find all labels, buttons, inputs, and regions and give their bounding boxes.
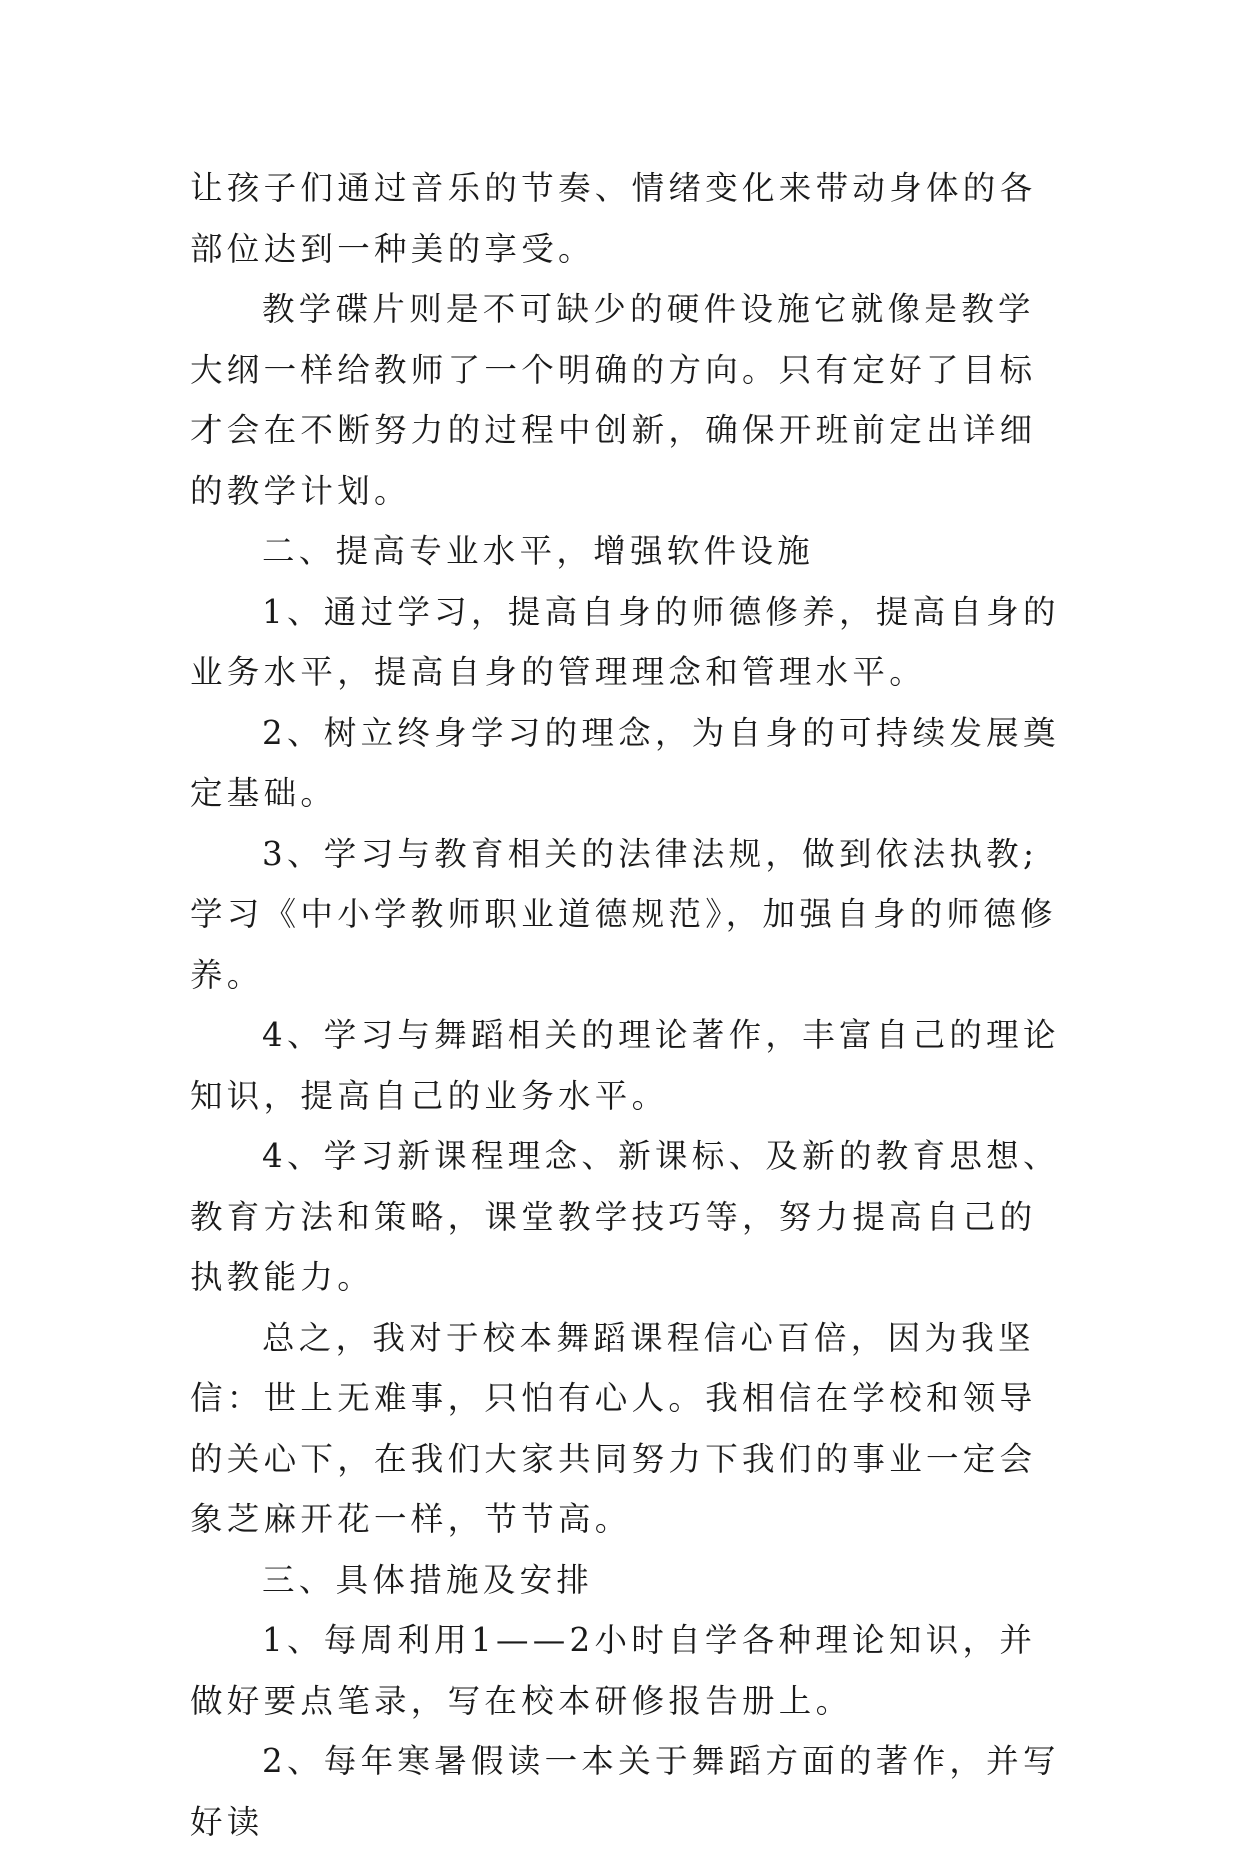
paragraph-intro-continued: 让孩子们通过音乐的节奏、情绪变化来带动身体的各部位达到一种美的享受。 xyxy=(190,169,1037,268)
paragraph-teaching-discs: 教学碟片则是不可缺少的硬件设施它就像是教学大纲一样给教师了一个明确的方向。只有定好了目标才会在不断努力的过程中创新，确保开班前定出详细的教学计划。 xyxy=(190,290,1037,510)
list-item-4b: 4、学习新课程理念、新课标、及新的教育思想、教育方法和策略，课堂教学技巧等，努力提高自己的执教能力。 xyxy=(190,1137,1060,1296)
measure-item-1: 1、每周利用1——2小时自学各种理论知识，并做好要点笔录，写在校本研修报告册上。 xyxy=(190,1621,1037,1720)
measure-item-2: 2、每年寒暑假读一本关于舞蹈方面的著作，并写好读 xyxy=(190,1742,1060,1841)
list-item-3: 3、学习与教育相关的法律法规，做到依法执教;学习《中小学教师职业道德规范》，加强自身的师德修养。 xyxy=(190,834,1057,994)
list-item-4a: 4、学习与舞蹈相关的理论著作，丰富自己的理论知识，提高自己的业务水平。 xyxy=(190,1016,1060,1115)
section-heading-2: 二、提高专业水平，增强软件设施 xyxy=(262,532,815,570)
paragraph-summary: 总之，我对于校本舞蹈课程信心百倍，因为我坚信：世上无难事，只怕有心人。我相信在学校和领导的关心下，在我们大家共同努力下我们的事业一定会象芝麻开花一样，节节高。 xyxy=(190,1318,1037,1538)
list-item-1: 1、通过学习，提高自身的师德修养，提高自身的业务水平，提高自身的管理理念和管理水平。 xyxy=(190,592,1060,691)
document-body xyxy=(190,158,1070,1852)
list-item-2: 2、树立终身学习的理念，为自身的可持续发展奠定基础。 xyxy=(190,713,1060,812)
section-heading-3: 三、具体措施及安排 xyxy=(262,1560,594,1599)
